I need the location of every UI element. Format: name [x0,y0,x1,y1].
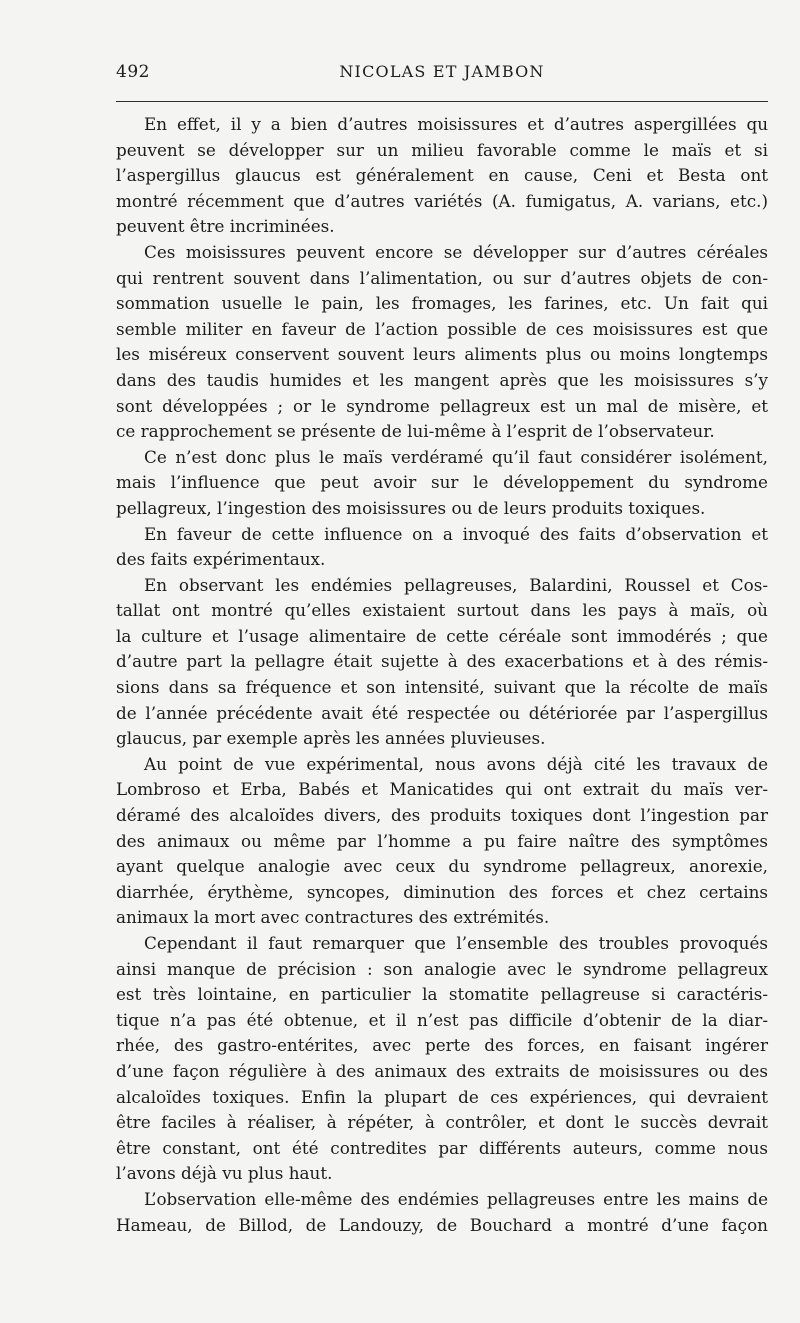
header-rule [116,101,768,102]
text-line: glaucus, par exemple après les années pluvieuses. [116,728,546,749]
text-line: ayant quelque analogie avec ceux du syndrome pellagreux, anorexie, [116,856,768,877]
text-line: animaux la mort avec contractures des extrémités. [116,907,550,928]
text-line: ainsi manque de précision : son analogie avec le syndrome pellagreux [116,958,768,979]
page-header [116,62,768,88]
text-line: rhée, des gastro-entérites, avec perte des forces, en faisant ingérer [116,1035,768,1056]
text-line: qui rentrent souvent dans l’alimentation, ou sur d’autres objets de con- [116,267,768,288]
body-text [116,112,768,1238]
text-line: mais l’influence que peut avoir sur le développement du syndrome [116,472,768,493]
text-line: sions dans sa fréquence et son intensité, suivant que la récolte de maïs [116,677,768,698]
text-line: L’observation elle-même des endémies pellagreuses entre les mains de [144,1188,768,1209]
text-line: de l’année précédente avait été respectée ou détériorée par l’aspergillus [116,702,768,723]
text-line: Hameau, de Billod, de Landouzy, de Bouchard a montré d’une façon [116,1214,768,1235]
text-line: En effet, il y a bien d’autres moisissures et d’autres aspergillées qu [144,114,768,134]
text-line: des faits expérimentaux. [116,549,326,570]
text-line: Ces moisissures peuvent encore se développer sur d’autres céréales [144,241,768,262]
text-line: En faveur de cette influence on a invoqué des faits d’observation et [144,523,768,544]
text-line: la culture et l’usage alimentaire de cette céréale sont immodérés ; que [116,625,768,646]
text-line: d’une façon régulière à des animaux des extraits de moisissures ou des [116,1060,768,1081]
text-line: diarrhée, érythème, syncopes, diminution des forces et chez certains [116,881,768,902]
text-line: être faciles à réaliser, à répéter, à contrôler, et dont le succès devrait [116,1112,768,1133]
text-line: Au point de vue expérimental, nous avons déjà cité les travaux de [144,753,768,774]
text-line: pellagreux, l’ingestion des moisissures ou de leurs produits toxiques. [116,497,706,518]
text-line: Lombroso et Erba, Babés et Manicatides qui ont extrait du maïs ver- [116,779,768,800]
text-line: d’autre part la pellagre était sujette à des exacerbations et à des rémis- [116,651,768,672]
text-line: dans des taudis humides et les mangent après que les moisissures s’y [116,369,768,390]
text-line: tallat ont montré qu’elles existaient surtout dans les pays à maïs, où [116,600,768,621]
text-line: peuvent se développer sur un milieu favorable comme le maïs et si [116,139,768,160]
text-line: l’aspergillus glaucus est généralement en cause, Ceni et Besta ont [116,165,768,186]
text-line: des animaux ou même par l’homme a pu faire naître des symptômes [116,830,768,851]
running-head: NICOLAS ET JAMBON [339,62,545,81]
text-line: alcaloïdes toxiques. Enfin la plupart de ces expériences, qui devraient [116,1086,768,1107]
text-line: les miséreux conservent souvent leurs aliments plus ou moins longtemps [116,344,768,365]
text-line: semble militer en faveur de l’action possible de ces moisissures est que [116,318,768,339]
text-line: ce rapprochement se présente de lui-même à l’esprit de l’observateur. [116,421,715,442]
text-line: est très lointaine, en particulier la stomatite pellagreuse si caractéris- [116,984,768,1005]
text-line: Cependant il faut remarquer que l’ensemble des troubles provoqués [144,933,768,953]
text-line: tique n’a pas été obtenue, et il n’est pas difficile d’obtenir de la diar- [116,1009,768,1030]
text-line: l’avons déjà vu plus haut. [116,1163,333,1184]
text-line: peuvent être incriminées. [116,216,335,237]
text-line: sommation usuelle le pain, les fromages, les farines, etc. Un fait qui [116,293,768,314]
text-line: sont développées ; or le syndrome pellagreux est un mal de misère, et [116,395,768,416]
text-line: Ce n’est donc plus le maïs verdéramé qu’il faut considérer isolément, [144,446,768,467]
page-number: 492 [116,62,150,82]
text-line: déramé des alcaloïdes divers, des produits toxiques dont l’ingestion par [116,805,768,826]
text-line: montré récemment que d’autres variétés (A. fumigatus, A. varians, etc.) [116,190,768,211]
text-line: En observant les endémies pellagreuses, Balardini, Roussel et Cos- [144,574,768,595]
text-line: être constant, ont été contredites par différents auteurs, comme nous [116,1137,768,1158]
